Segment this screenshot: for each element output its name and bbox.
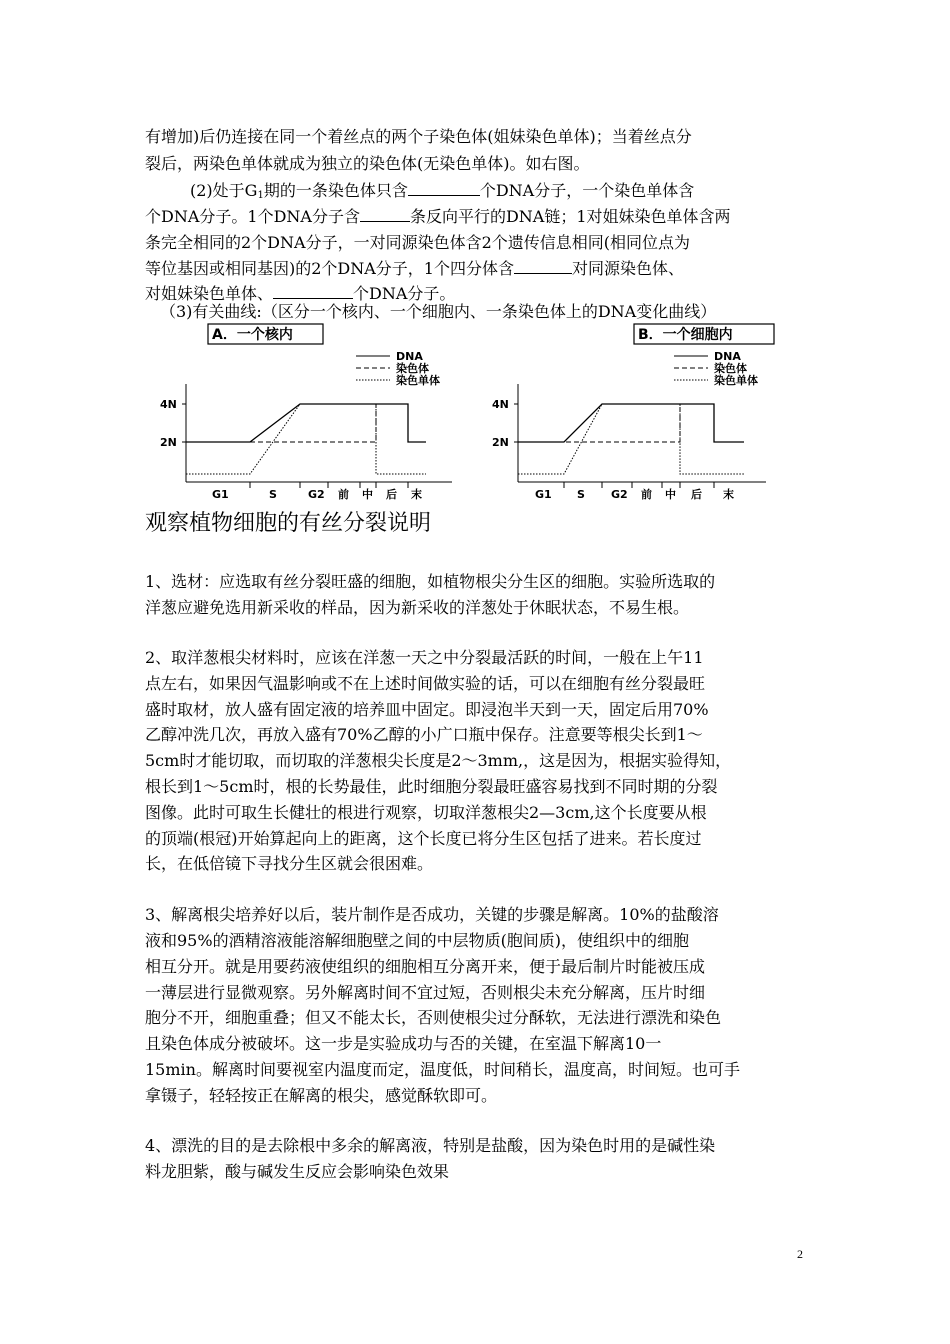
y-tick-label: 2N — [492, 436, 509, 449]
para2-line-5 — [145, 284, 455, 304]
para2-text: 个DNA分子，一个染色单体含 — [479, 181, 695, 200]
x-tick-label: 中 — [665, 488, 676, 501]
series-line-dashed — [186, 404, 426, 442]
blank-4 — [273, 284, 353, 299]
blank-2 — [360, 207, 410, 222]
y-tick-label: 4N — [160, 398, 177, 411]
series-line-dotted — [186, 404, 426, 474]
intro-line-2: 裂后，两染色单体就成为独立的染色体(无染色单体)。如右图。 — [145, 154, 590, 173]
x-tick-label: G2 — [308, 488, 325, 501]
page-number: 2 — [797, 1247, 803, 1261]
para2-text: 等位基因或相同基因)的2个DNA分子，1个四分体含 — [145, 259, 514, 278]
para2-line-2 — [145, 207, 731, 227]
x-tick-label: G1 — [535, 488, 552, 501]
x-tick-label: 末 — [411, 488, 422, 501]
sec2-line: 根长到1～5cm时，根的长势最佳，此时细胞分裂最旺盛容易找到不同时期的分裂 — [145, 777, 718, 796]
legend-label: DNA — [396, 350, 423, 363]
x-tick-label: 后 — [691, 488, 702, 501]
x-tick-label: G2 — [611, 488, 628, 501]
sec3-line: 一薄层进行显微观察。另外解离时间不宜过短，否则根尖未充分解离，压片时细 — [145, 983, 706, 1002]
chart-a — [150, 322, 470, 506]
para2-text: 对姐妹染色单体、 — [145, 284, 274, 303]
series-line-solid — [186, 404, 426, 442]
chart-a-svg — [150, 322, 470, 502]
para3-line: （3)有关曲线:（区分一个核内、一个细胞内、一条染色体上的DNA变化曲线） — [160, 302, 717, 321]
chart-b-svg — [482, 322, 782, 502]
y-tick-label: 2N — [160, 436, 177, 449]
sec2-line: 图像。此时可取生长健壮的根进行观察，切取洋葱根尖2—3cm,这个长度要从根 — [145, 803, 707, 822]
sec4-line: 料龙胆紫，酸与碱发生反应会影响染色效果 — [145, 1162, 450, 1181]
subscript: 1 — [257, 190, 264, 201]
para2-text: 个DNA分子。 — [353, 284, 456, 303]
para2-text: 期的一条染色体只含 — [263, 181, 408, 200]
x-tick-label: 前 — [338, 488, 349, 501]
para2-text: 条反向平行的DNA链；1对姐妹染色单体含两 — [409, 207, 731, 226]
x-tick-label: 后 — [386, 488, 397, 501]
sec2-line: 点左右，如果因气温影响或不在上述时间做实验的话，可以在细胞有丝分裂最旺 — [145, 674, 706, 693]
para2-line-1 — [190, 181, 694, 206]
sec2-line: 2、取洋葱根尖材料时，应该在洋葱一天之中分裂最活跃的时间，一般在上午11 — [145, 648, 704, 667]
blank-3 — [514, 259, 572, 274]
sec1-line: 1、选材：应选取有丝分裂旺盛的细胞，如植物根尖分生区的细胞。实验所选取的 — [145, 572, 716, 591]
x-tick-label: G1 — [212, 488, 229, 501]
blank-1 — [408, 181, 480, 196]
legend-label: DNA — [714, 350, 741, 363]
legend-label: 染色单体 — [396, 374, 440, 387]
legend-label: 染色体 — [396, 362, 429, 375]
x-tick-label: 末 — [723, 488, 734, 501]
section-heading: 观察植物细胞的有丝分裂说明 — [145, 511, 432, 536]
para2-line-3: 条完全相同的2个DNA分子，一对同源染色体含2个遗传信息相同(相同位点为 — [145, 233, 690, 252]
x-tick-label: S — [269, 488, 277, 501]
x-tick-label: S — [577, 488, 585, 501]
sec3-line: 相互分开。就是用要药液使组织的细胞相互分离开来，便于最后制片时能被压成 — [145, 957, 706, 976]
sec3-line: 液和95%的酒精溶液能溶解细胞壁之间的中层物质(胞间质)，使组织中的细胞 — [145, 931, 690, 950]
para2-text: (2)处于G — [190, 181, 258, 200]
x-tick-label: 前 — [641, 488, 652, 501]
sec2-line: 长，在低倍镜下寻找分生区就会很困难。 — [145, 854, 434, 873]
sec3-line: 胞分不开，细胞重叠；但又不能太长，否则使根尖过分酥软，无法进行漂洗和染色 — [145, 1008, 722, 1027]
series-line-dashed — [518, 404, 744, 442]
sec2-line: 5cm时才能切取，而切取的洋葱根尖长度是2～3mm,，这是因为，根据实验得知， — [145, 751, 732, 770]
series-line-solid — [518, 404, 744, 442]
sec3-line: 3、解离根尖培养好以后，装片制作是否成功，关键的步骤是解离。10%的盐酸溶 — [145, 905, 719, 924]
sec2-line: 乙醇冲洗几次，再放入盛有70%乙醇的小广口瓶中保存。注意要等根尖长到1～ — [145, 725, 703, 744]
intro-line-1: 有增加)后仍连接在同一个着丝点的两个子染色体(姐妹染色单体)；当着丝点分 — [145, 127, 692, 146]
chart-title: A．一个核内 — [212, 327, 293, 343]
sec2-line: 盛时取材，放人盛有固定液的培养皿中固定。即浸泡半天到一天，固定后用70% — [145, 700, 709, 719]
series-line-dotted — [518, 404, 744, 474]
sec1-line: 洋葱应避免选用新采收的样品，因为新采收的洋葱处于休眠状态，不易生根。 — [145, 598, 690, 617]
sec3-line: 15min。解离时间要视室内温度而定，温度低，时间稍长，温度高，时间短。也可手 — [145, 1060, 740, 1079]
x-tick-label: 中 — [362, 488, 373, 501]
legend-label: 染色体 — [714, 362, 747, 375]
legend-label: 染色单体 — [714, 374, 758, 387]
para2-line-4 — [145, 259, 684, 279]
para2-text: 个DNA分子。1个DNA分子含 — [145, 207, 360, 226]
sec3-line: 拿镊子，轻轻按正在解离的根尖，感觉酥软即可。 — [145, 1086, 498, 1105]
chart-b — [482, 322, 782, 506]
sec2-line: 的顶端(根冠)开始算起向上的距离，这个长度已将分生区包括了进来。若长度过 — [145, 829, 702, 848]
y-tick-label: 4N — [492, 398, 509, 411]
para2-text: 对同源染色体、 — [572, 259, 685, 278]
sec4-line: 4、漂洗的目的是去除根中多余的解离液，特别是盐酸，因为染色时用的是碱性染 — [145, 1136, 716, 1155]
sec3-line: 且染色体成分被破坏。这一步是实验成功与否的关键，在室温下解离10一 — [145, 1034, 662, 1053]
chart-title: B．一个细胞内 — [638, 327, 733, 343]
